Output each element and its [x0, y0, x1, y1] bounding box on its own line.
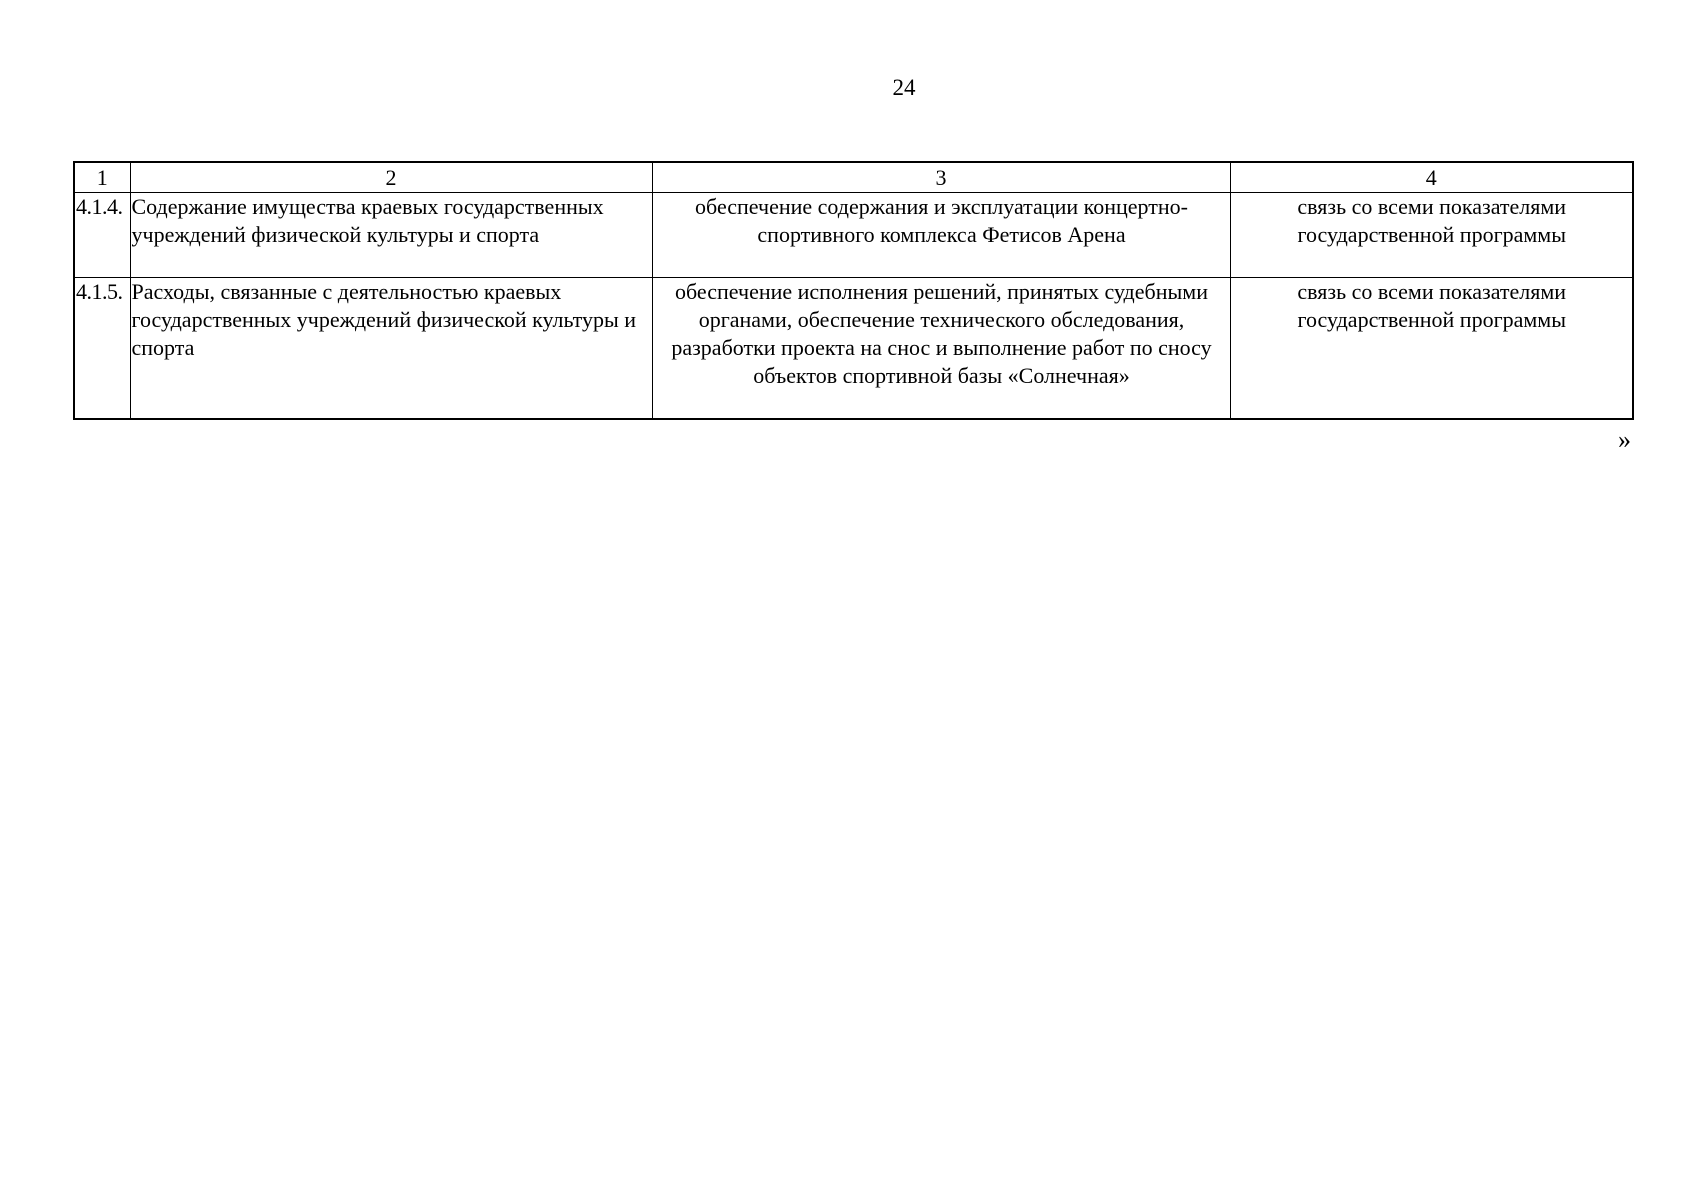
table-row	[74, 278, 1633, 420]
table-row	[74, 193, 1633, 278]
header-cell-2: 2	[130, 162, 652, 193]
page-number: 24	[892, 75, 916, 100]
header-cell-1: 1	[74, 162, 130, 193]
header-cell-3: 3	[652, 162, 1230, 193]
indicator-link-cell: связь со всеми показателями государственной программы	[1230, 278, 1633, 420]
measure-name-cell: Расходы, связанные с деятельностью краевых государственных учреждений физической культуры и спорта	[130, 278, 652, 420]
table-header-row	[74, 162, 1633, 193]
indicator-link-cell: связь со всеми показателями государственной программы	[1230, 193, 1633, 278]
measure-name-cell: Содержание имущества краевых государственных учреждений физической культуры и спорта	[130, 193, 652, 278]
expected-result-cell: обеспечение содержания и эксплуатации концертно-спортивного комплекса Фетисов Арена	[652, 193, 1230, 278]
row-number-cell: 4.1.5.	[74, 278, 130, 420]
closing-quote-mark: »	[1618, 425, 1631, 454]
measures-table	[73, 161, 1634, 420]
row-number-cell: 4.1.4.	[74, 193, 130, 278]
expected-result-cell: обеспечение исполнения решений, принятых судебными органами, обеспечение технического обследования, разработки проекта на снос и выполнение работ по сносу объектов спортивной базы «Солнечная»	[652, 278, 1230, 420]
header-cell-4: 4	[1230, 162, 1633, 193]
